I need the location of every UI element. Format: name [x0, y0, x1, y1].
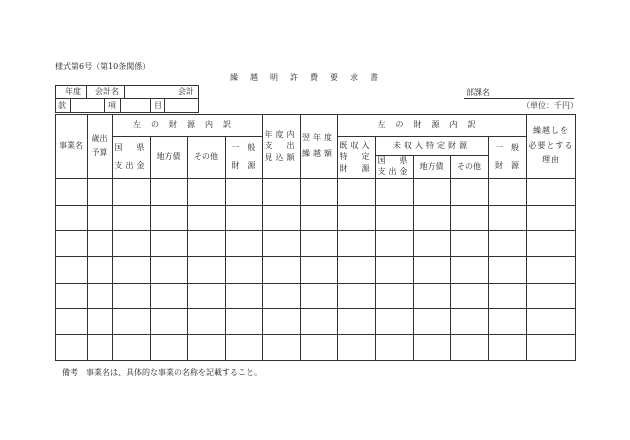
account-name-label: 会計名 — [95, 87, 119, 96]
col-header-local-bonds-2: 地方債 — [419, 161, 444, 171]
col-header-national-prefectural-2: 国 県 支出金 — [377, 155, 411, 176]
kou-label: 項 — [108, 101, 116, 110]
col-header-received-specific-revenue: 既収入 特 定 財 源 — [339, 140, 373, 173]
col-header-general-revenue: 一 般 財 源 — [231, 143, 256, 170]
col-header-other-2: その他 — [457, 161, 481, 171]
kan-label: 款 — [58, 101, 66, 110]
col-header-unreceived-specific-revenue: 未収入特定財源 — [393, 140, 470, 150]
form-number: 様式第6号（第10条関係） — [55, 62, 151, 71]
col-header-carryover-reason: 繰越しを 必要とする 理由 — [528, 126, 574, 165]
account-suffix: 会計 — [178, 87, 194, 96]
col-header-local-bonds: 地方債 — [156, 152, 181, 161]
year-label: 年度 — [65, 87, 81, 96]
col-header-right-breakdown: 左の財源内訳 — [377, 120, 486, 129]
department-label: 部課名 — [466, 88, 490, 97]
col-header-expenditure-budget: 歳出 予算 — [91, 134, 108, 157]
col-header-carryover-amount: 翌年度 繰越額 — [302, 133, 335, 158]
col-header-national-prefectural: 国 県 支出金 — [114, 143, 148, 170]
col-header-left-breakdown: 左の財源内訳 — [133, 120, 241, 129]
department-underline — [464, 98, 574, 99]
col-header-general-revenue-2: 一 般 財 源 — [495, 143, 519, 170]
col-header-within-year-expenditure: 年度内 支 出 見込額 — [264, 129, 298, 162]
col-header-project-name: 事業名 — [59, 141, 83, 150]
unit-label: （単位：千円） — [522, 101, 578, 110]
note-text: 備考 事業名は、具体的な事業の名称を記載すること。 — [62, 368, 262, 377]
col-header-other: その他 — [194, 152, 218, 161]
moku-label: 目 — [154, 101, 162, 110]
document-title: 繰越明許費要求書 — [230, 73, 390, 82]
